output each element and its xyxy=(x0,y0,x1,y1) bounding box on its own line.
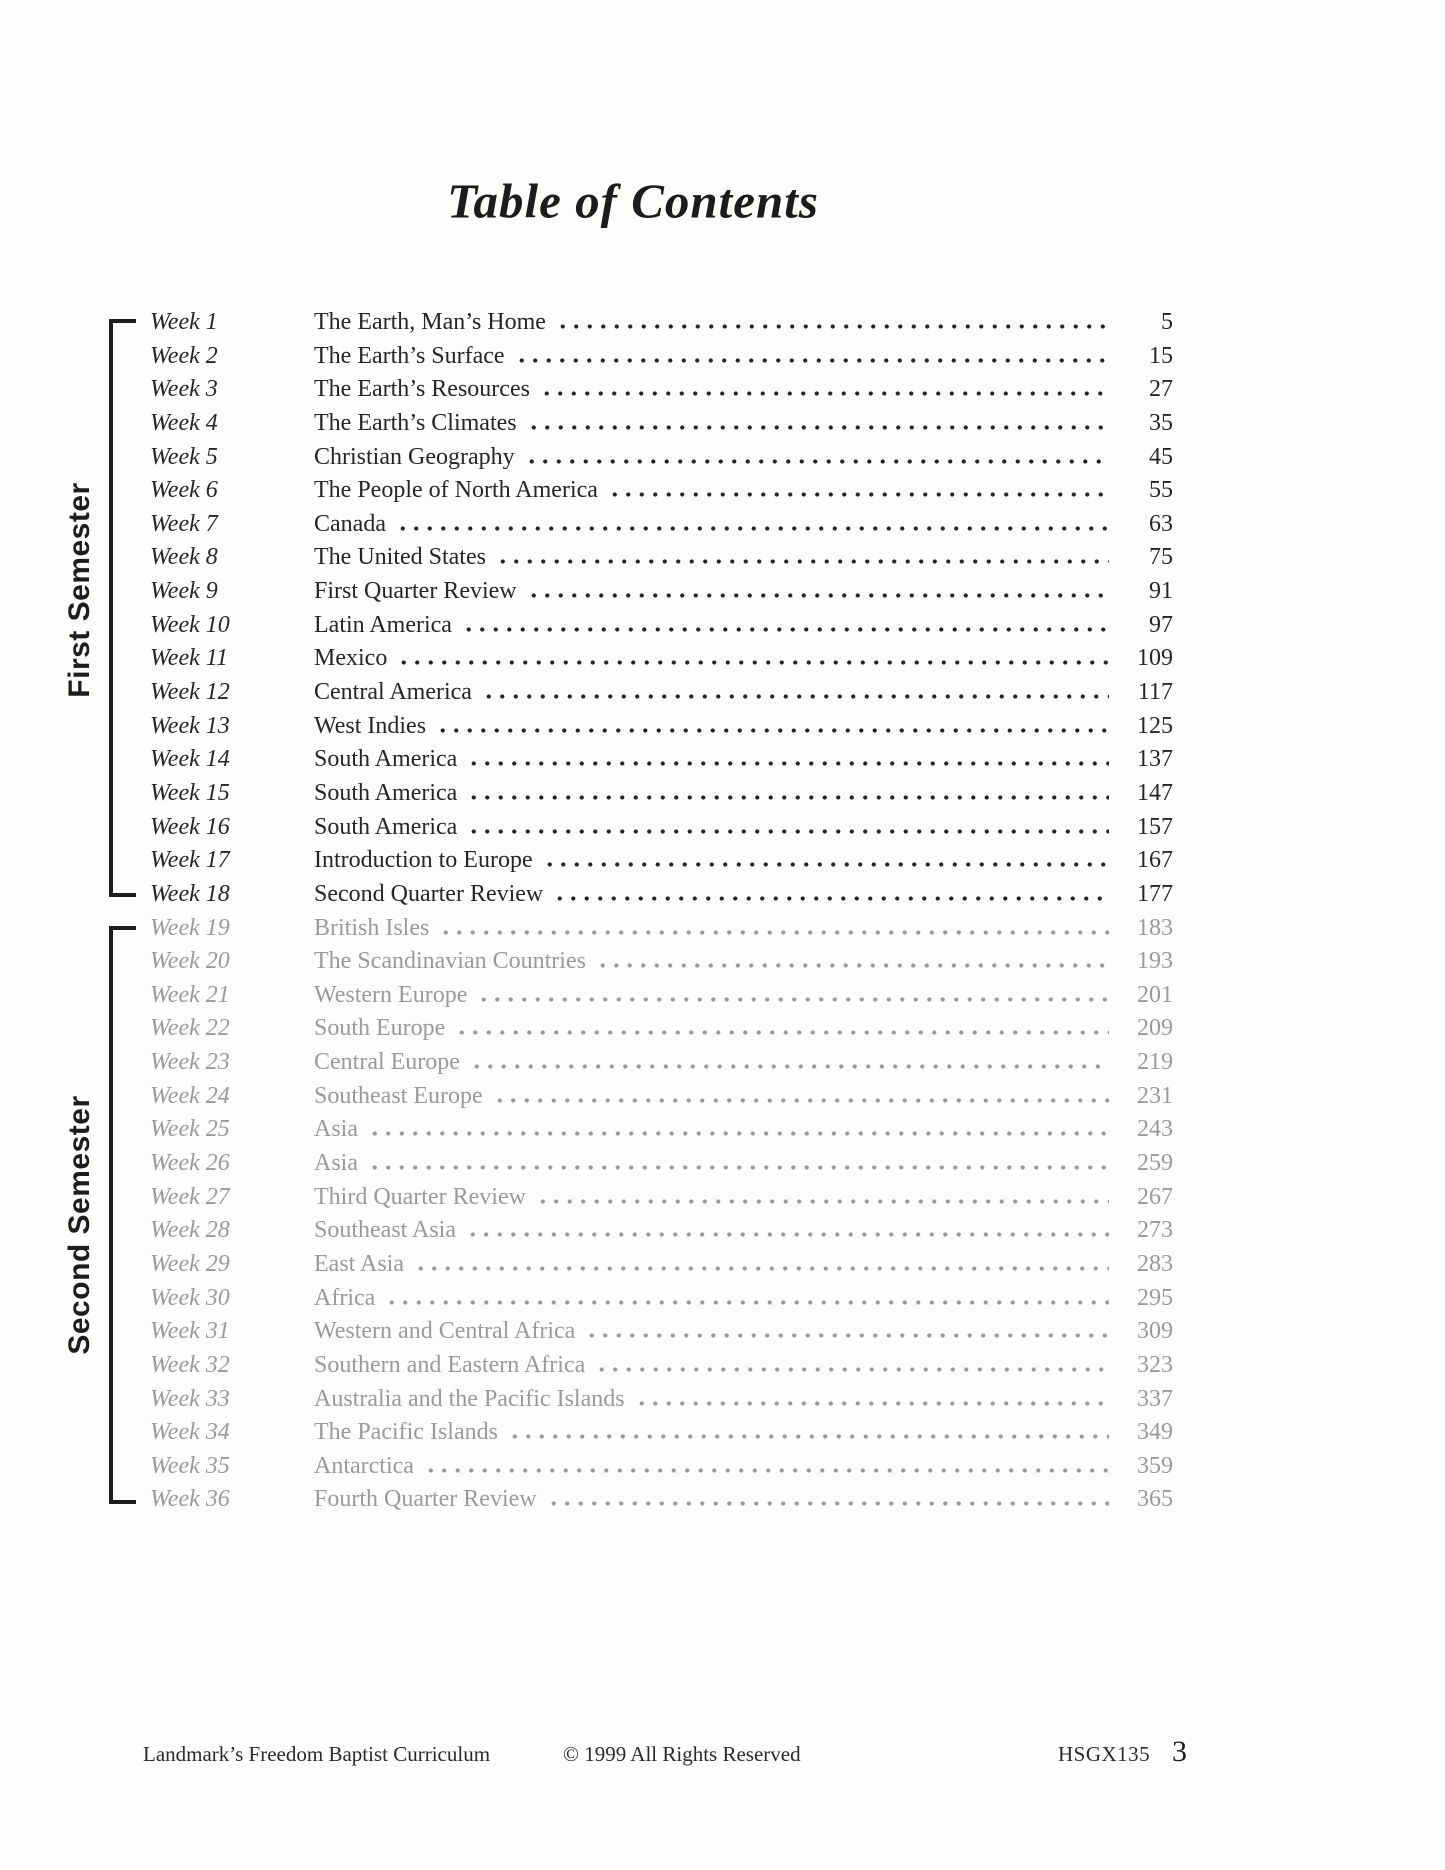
dot-leader xyxy=(467,795,1109,800)
toc-week-label: Week 8 xyxy=(150,544,218,571)
toc-row xyxy=(150,373,1173,407)
dot-leader xyxy=(467,761,1109,766)
toc-page-number: 243 xyxy=(1137,1116,1173,1143)
dot-leader xyxy=(553,896,1109,901)
toc-week-label: Week 2 xyxy=(150,342,218,369)
toc-page-number: 109 xyxy=(1137,645,1173,672)
footer-page-number: 3 xyxy=(1172,1735,1187,1768)
dot-leader xyxy=(536,1199,1109,1204)
toc-entry-title: Australia and the Pacific Islands xyxy=(314,1385,625,1412)
toc-entry-title: South America xyxy=(314,813,458,840)
toc-row xyxy=(150,1214,1173,1248)
toc-page-number: 349 xyxy=(1137,1419,1173,1446)
toc-page-number: 167 xyxy=(1137,847,1173,874)
toc-entry-title: Western Europe xyxy=(314,981,468,1008)
toc-row xyxy=(150,1147,1173,1181)
toc-week-label: Week 4 xyxy=(150,409,218,436)
toc-week-label: Week 6 xyxy=(150,477,218,504)
dot-leader xyxy=(368,1131,1109,1136)
dot-leader xyxy=(525,459,1109,464)
toc-page-number: 147 xyxy=(1137,779,1173,806)
second-semester-bracket xyxy=(109,926,136,1504)
toc-entry-title: South America xyxy=(314,779,458,806)
toc-week-label: Week 32 xyxy=(150,1351,230,1378)
toc-page-number: 219 xyxy=(1137,1049,1173,1076)
dot-leader xyxy=(482,694,1109,699)
dot-leader xyxy=(467,829,1109,834)
toc-entry-title: Central Europe xyxy=(314,1049,460,1076)
toc-row xyxy=(150,1450,1173,1484)
toc-row xyxy=(150,811,1173,845)
toc-page-number: 337 xyxy=(1137,1385,1173,1412)
toc-row xyxy=(150,1113,1173,1147)
dot-leader xyxy=(397,660,1109,665)
toc-row xyxy=(150,407,1173,441)
dot-leader xyxy=(635,1401,1109,1406)
toc-row xyxy=(150,1181,1173,1215)
second-semester-label: Second Semester xyxy=(63,1095,96,1355)
toc-page-number: 193 xyxy=(1137,948,1173,975)
toc-week-label: Week 5 xyxy=(150,443,218,470)
toc-entry-title: Latin America xyxy=(314,611,452,638)
toc-week-label: Week 19 xyxy=(150,914,230,941)
dot-leader xyxy=(396,526,1109,531)
dot-leader xyxy=(508,1434,1109,1439)
toc-week-label: Week 34 xyxy=(150,1419,230,1446)
toc-week-label: Week 24 xyxy=(150,1082,230,1109)
toc-row xyxy=(150,777,1173,811)
toc-entry-title: Fourth Quarter Review xyxy=(314,1486,537,1513)
dot-leader xyxy=(462,627,1109,632)
toc-week-label: Week 22 xyxy=(150,1015,230,1042)
toc-row xyxy=(150,710,1173,744)
toc-entry-title: East Asia xyxy=(314,1250,404,1277)
toc-entry-title: South America xyxy=(314,746,458,773)
toc-week-label: Week 28 xyxy=(150,1217,230,1244)
toc-entry-title: Mexico xyxy=(314,645,388,672)
dot-leader xyxy=(527,593,1109,598)
toc-entry-title: West Indies xyxy=(314,712,427,739)
toc-page-number: 267 xyxy=(1137,1183,1173,1210)
toc-row xyxy=(150,743,1173,777)
toc-row xyxy=(150,1315,1173,1349)
dot-leader xyxy=(547,1501,1109,1506)
toc-entry-title: The People of North America xyxy=(314,477,598,504)
toc-week-label: Week 16 xyxy=(150,813,230,840)
toc-row xyxy=(150,676,1173,710)
toc-page-number: 231 xyxy=(1137,1082,1173,1109)
toc-page-number: 209 xyxy=(1137,1015,1173,1042)
toc-week-label: Week 7 xyxy=(150,510,218,537)
toc-entry-title: Antarctica xyxy=(314,1452,414,1479)
toc-entry-title: Southern and Eastern Africa xyxy=(314,1351,586,1378)
toc-week-label: Week 23 xyxy=(150,1049,230,1076)
toc-row xyxy=(150,1248,1173,1282)
toc-week-label: Week 3 xyxy=(150,376,218,403)
toc-page-number: 365 xyxy=(1137,1486,1173,1513)
toc-row xyxy=(150,642,1173,676)
toc-entry-title: Third Quarter Review xyxy=(314,1183,526,1210)
toc-entry-title: Asia xyxy=(314,1150,358,1177)
dot-leader xyxy=(477,997,1109,1002)
toc-entry-title: The Earth’s Surface xyxy=(314,342,505,369)
dot-leader xyxy=(595,1367,1109,1372)
toc-rows xyxy=(150,306,1173,1517)
dot-leader xyxy=(466,1232,1109,1237)
toc-entry-title: First Quarter Review xyxy=(314,578,517,605)
toc-page-number: 63 xyxy=(1149,510,1173,537)
toc-page-number: 183 xyxy=(1137,914,1173,941)
dot-leader xyxy=(368,1165,1109,1170)
footer-copyright: © 1999 All Rights Reserved xyxy=(563,1742,801,1766)
toc-week-label: Week 36 xyxy=(150,1486,230,1513)
dot-leader xyxy=(556,324,1109,329)
dot-leader xyxy=(608,492,1109,497)
toc-row xyxy=(150,340,1173,374)
footer-publisher: Landmark’s Freedom Baptist Curriculum xyxy=(143,1742,491,1766)
toc-page-number: 117 xyxy=(1137,679,1173,706)
toc-entry-title: The Earth’s Resources xyxy=(314,376,530,403)
first-semester-bracket xyxy=(109,319,136,897)
toc-week-label: Week 27 xyxy=(150,1183,230,1210)
toc-row xyxy=(150,1046,1173,1080)
toc-entry-title: Canada xyxy=(314,510,386,537)
toc-entry-title: The Pacific Islands xyxy=(314,1419,498,1446)
toc-row xyxy=(150,474,1173,508)
toc-entry-title: South Europe xyxy=(314,1015,446,1042)
footer-product-code: HSGX135 xyxy=(1058,1742,1151,1766)
toc-entry-title: The Scandinavian Countries xyxy=(314,948,586,975)
toc-row xyxy=(150,1080,1173,1114)
toc-page-number: 177 xyxy=(1137,880,1173,907)
toc-week-label: Week 20 xyxy=(150,948,230,975)
toc-week-label: Week 1 xyxy=(150,309,218,335)
toc-row xyxy=(150,609,1173,643)
toc-page-number: 97 xyxy=(1149,611,1173,638)
toc-page-number: 283 xyxy=(1137,1250,1173,1277)
dot-leader xyxy=(470,1064,1109,1069)
toc-page-number: 359 xyxy=(1137,1452,1173,1479)
toc-row xyxy=(150,878,1173,912)
toc-entry-title: Introduction to Europe xyxy=(314,847,533,874)
toc-week-label: Week 17 xyxy=(150,847,230,874)
toc-page-number: 201 xyxy=(1137,981,1173,1008)
toc-page-number: 5 xyxy=(1161,309,1173,335)
dot-leader xyxy=(527,425,1109,430)
dot-leader xyxy=(439,930,1109,935)
toc-week-label: Week 29 xyxy=(150,1250,230,1277)
toc-entry-title: Asia xyxy=(314,1116,358,1143)
dot-leader xyxy=(493,1098,1109,1103)
toc-entry-title: Southeast Europe xyxy=(314,1082,483,1109)
toc-week-label: Week 31 xyxy=(150,1318,230,1345)
toc-row xyxy=(150,1282,1173,1316)
toc-page-number: 125 xyxy=(1137,712,1173,739)
toc-entry-title: The United States xyxy=(314,544,486,571)
toc-row xyxy=(150,306,1173,340)
toc-row xyxy=(150,1012,1173,1046)
dot-leader xyxy=(596,963,1109,968)
toc-week-label: Week 35 xyxy=(150,1452,230,1479)
toc-page-number: 259 xyxy=(1137,1150,1173,1177)
toc-row xyxy=(150,1383,1173,1417)
first-semester-label: First Semester xyxy=(63,482,96,698)
toc-week-label: Week 12 xyxy=(150,679,230,706)
toc-row xyxy=(150,441,1173,475)
dot-leader xyxy=(496,559,1109,564)
toc-page-number: 55 xyxy=(1149,477,1173,504)
toc-entry-title: The Earth’s Climates xyxy=(314,409,517,436)
toc-week-label: Week 18 xyxy=(150,880,230,907)
toc-page-number: 35 xyxy=(1149,409,1173,436)
dot-leader xyxy=(515,358,1109,363)
toc-entry-title: Second Quarter Review xyxy=(314,880,544,907)
toc-page-number: 323 xyxy=(1137,1351,1173,1378)
toc-entry-title: Christian Geography xyxy=(314,443,515,470)
toc-week-label: Week 13 xyxy=(150,712,230,739)
toc-row xyxy=(150,575,1173,609)
toc-row xyxy=(150,1349,1173,1383)
dot-leader xyxy=(424,1468,1109,1473)
toc-page-number: 137 xyxy=(1137,746,1173,773)
toc-page-number: 15 xyxy=(1149,342,1173,369)
toc-row xyxy=(150,1483,1173,1517)
dot-leader xyxy=(543,862,1109,867)
toc-row xyxy=(150,844,1173,878)
dot-leader xyxy=(455,1030,1109,1035)
toc-page-number: 309 xyxy=(1137,1318,1173,1345)
dot-leader xyxy=(414,1266,1109,1271)
toc-week-label: Week 21 xyxy=(150,981,230,1008)
toc-entry-title: Western and Central Africa xyxy=(314,1318,576,1345)
toc-week-label: Week 10 xyxy=(150,611,230,638)
toc-entry-title: Southeast Asia xyxy=(314,1217,456,1244)
toc-entry-title: British Isles xyxy=(314,914,430,941)
toc-row xyxy=(150,1416,1173,1450)
toc-week-label: Week 9 xyxy=(150,578,218,605)
toc-week-label: Week 15 xyxy=(150,779,230,806)
toc-week-label: Week 14 xyxy=(150,746,230,773)
dot-leader xyxy=(585,1333,1109,1338)
toc-week-label: Week 26 xyxy=(150,1150,230,1177)
toc-row xyxy=(150,508,1173,542)
toc-entry-title: Africa xyxy=(314,1284,376,1311)
toc-page-number: 157 xyxy=(1137,813,1173,840)
dot-leader xyxy=(436,728,1109,733)
toc-row xyxy=(150,912,1173,946)
toc-week-label: Week 11 xyxy=(150,645,228,672)
toc-week-label: Week 25 xyxy=(150,1116,230,1143)
page-title: Table of Contents xyxy=(447,173,819,229)
toc-entry-title: Central America xyxy=(314,679,472,706)
toc-row xyxy=(150,945,1173,979)
toc-row xyxy=(150,541,1173,575)
dot-leader xyxy=(385,1300,1109,1305)
toc-page-number: 75 xyxy=(1149,544,1173,571)
toc-page-number: 45 xyxy=(1149,443,1173,470)
toc-week-label: Week 33 xyxy=(150,1385,230,1412)
toc-page-number: 91 xyxy=(1149,578,1173,605)
toc-entry-title: The Earth, Man’s Home xyxy=(314,309,546,335)
toc-page-number: 273 xyxy=(1137,1217,1173,1244)
toc-row xyxy=(150,979,1173,1013)
toc-week-label: Week 30 xyxy=(150,1284,230,1311)
dot-leader xyxy=(540,391,1109,396)
toc-page-number: 295 xyxy=(1137,1284,1173,1311)
toc-page-number: 27 xyxy=(1149,376,1173,403)
